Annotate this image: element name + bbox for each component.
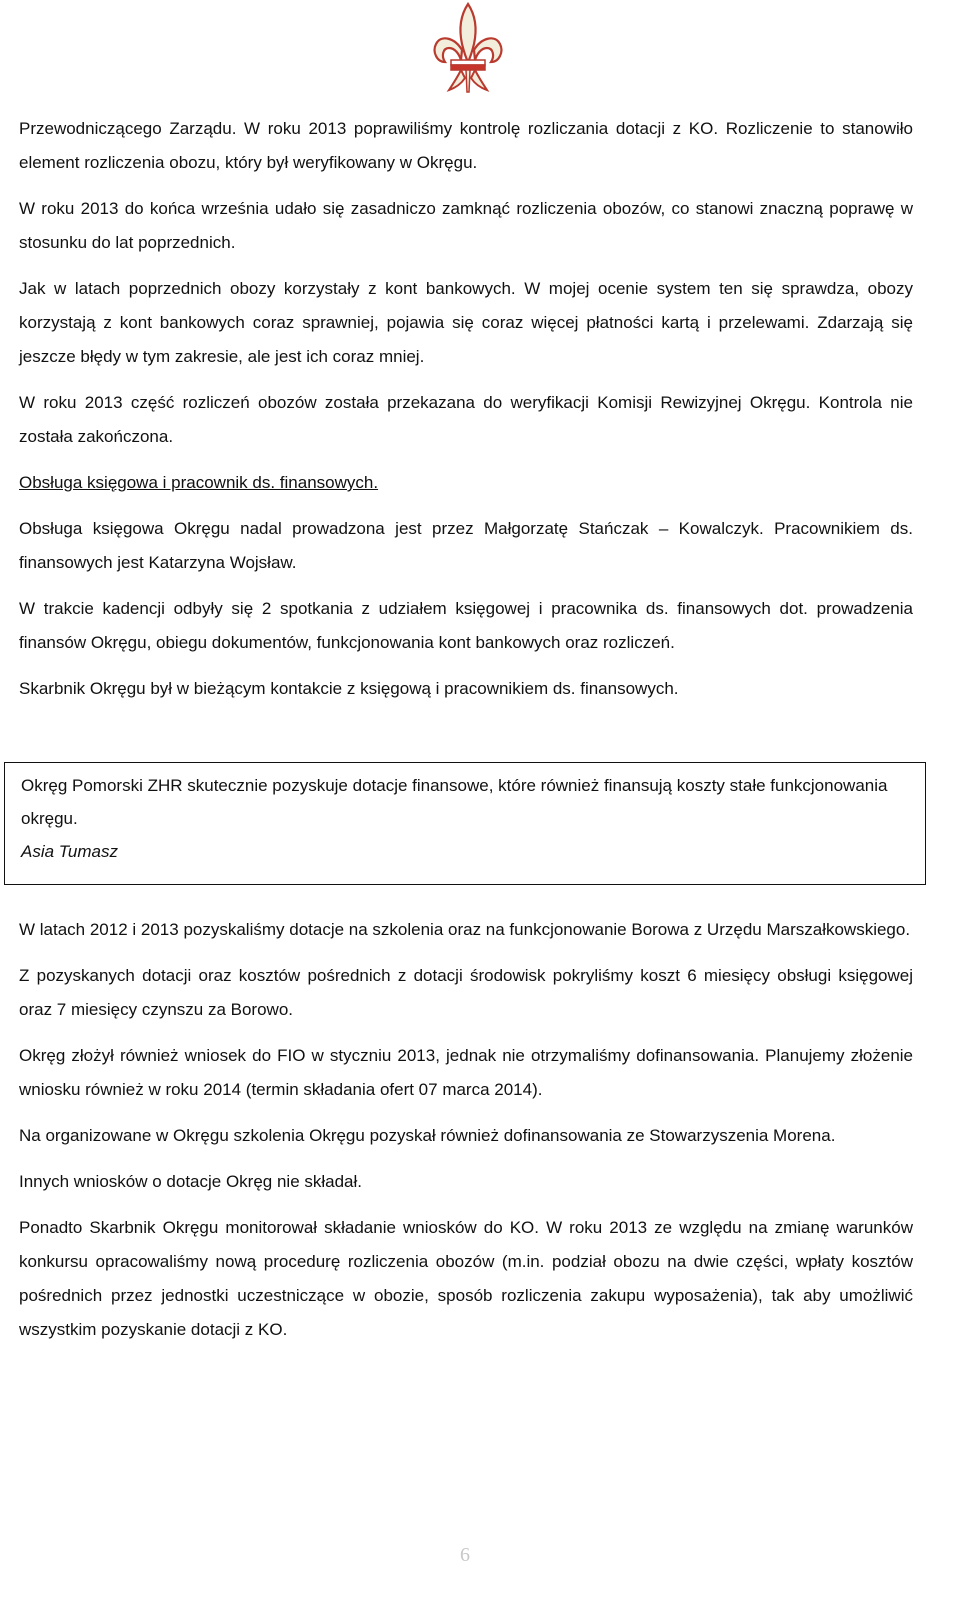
body-text-top [19,112,913,718]
paragraph: W trakcie kadencji odbyły się 2 spotkania z udziałem księgowej i pracownika ds. finansowych dot. prowadzenia finansów Okręgu, obiegu dokumentów, funkcjonowania kont bankowych oraz rozliczeń. [19,599,913,652]
page-number: 6 [460,1544,470,1566]
paragraph: Innych wniosków o dotacje Okręg nie składał. [19,1172,363,1191]
summary-box [4,762,926,885]
fleur-de-lis-logo [431,0,505,98]
paragraph: W latach 2012 i 2013 pozyskaliśmy dotacje na szkolenia oraz na funkcjonowanie Borowa z Urzędu Marszałkowskiego. [19,920,911,939]
paragraph: Ponadto Skarbnik Okręgu monitorował składanie wniosków do KO. W roku 2013 ze względu na zmianę warunków konkursu opracowaliśmy nową procedurę rozliczenia obozów (m.in. podział obozu na dwie części, wpłaty kosztów pośrednich przez jednostki uczestniczące w obozie, sposób rozliczenia zakupu wyposażenia), tak aby umożliwić wszystkim pozyskanie dotacji z KO. [19,1218,913,1339]
paragraph: W roku 2013 część rozliczeń obozów została przekazana do weryfikacji Komisji Rewizyjnej Okręgu. Kontrola nie została zakończona. [19,393,913,446]
paragraph: Obsługa księgowa Okręgu nadal prowadzona jest przez Małgorzatę Stańczak – Kowalczyk. Pracownikiem ds. finansowych jest Katarzyna Wojsław. [19,519,913,572]
summary-author: Asia Tumasz [21,842,118,861]
summary-text: Okręg Pomorski ZHR skutecznie pozyskuje dotacje finansowe, które również finansują koszty stałe funkcjonowania okręgu. [21,776,888,828]
section-heading: Obsługa księgowa i pracownik ds. finansowych. [19,473,379,492]
paragraph: Okręg złożył również wniosek do FIO w styczniu 2013, jednak nie otrzymaliśmy dofinansowania. Planujemy złożenie wniosku również w roku 2014 (termin składania ofert 07 marca 2014). [19,1046,913,1099]
paragraph: Skarbnik Okręgu był w bieżącym kontakcie z księgową i pracownikiem ds. finansowych. [19,679,679,698]
paragraph: Na organizowane w Okręgu szkolenia Okręgu pozyskał również dofinansowania ze Stowarzyszenia Morena. [19,1126,836,1145]
body-text-bottom [19,913,913,1359]
paragraph: Jak w latach poprzednich obozy korzystały z kont bankowych. W mojej ocenie system ten się sprawdza, obozy korzystają z kont bankowych coraz sprawniej, pojawia się coraz więcej płatności kartą i przelewami. Zdarzają się jeszcze błędy w tym zakresie, ale jest ich coraz mniej. [19,279,913,366]
paragraph: Z pozyskanych dotacji oraz kosztów pośrednich z dotacji środowisk pokryliśmy koszt 6 miesięcy obsługi księgowej oraz 7 miesięcy czynszu za Borowo. [19,966,913,1019]
paragraph: W roku 2013 do końca września udało się zasadniczo zamknąć rozliczenia obozów, co stanowi znaczną poprawę w stosunku do lat poprzednich. [19,199,913,252]
paragraph: Przewodniczącego Zarządu. W roku 2013 poprawiliśmy kontrolę rozliczania dotacji z KO. Rozliczenie to stanowiło element rozliczenia obozu, który był weryfikowany w Okręgu. [19,119,913,172]
